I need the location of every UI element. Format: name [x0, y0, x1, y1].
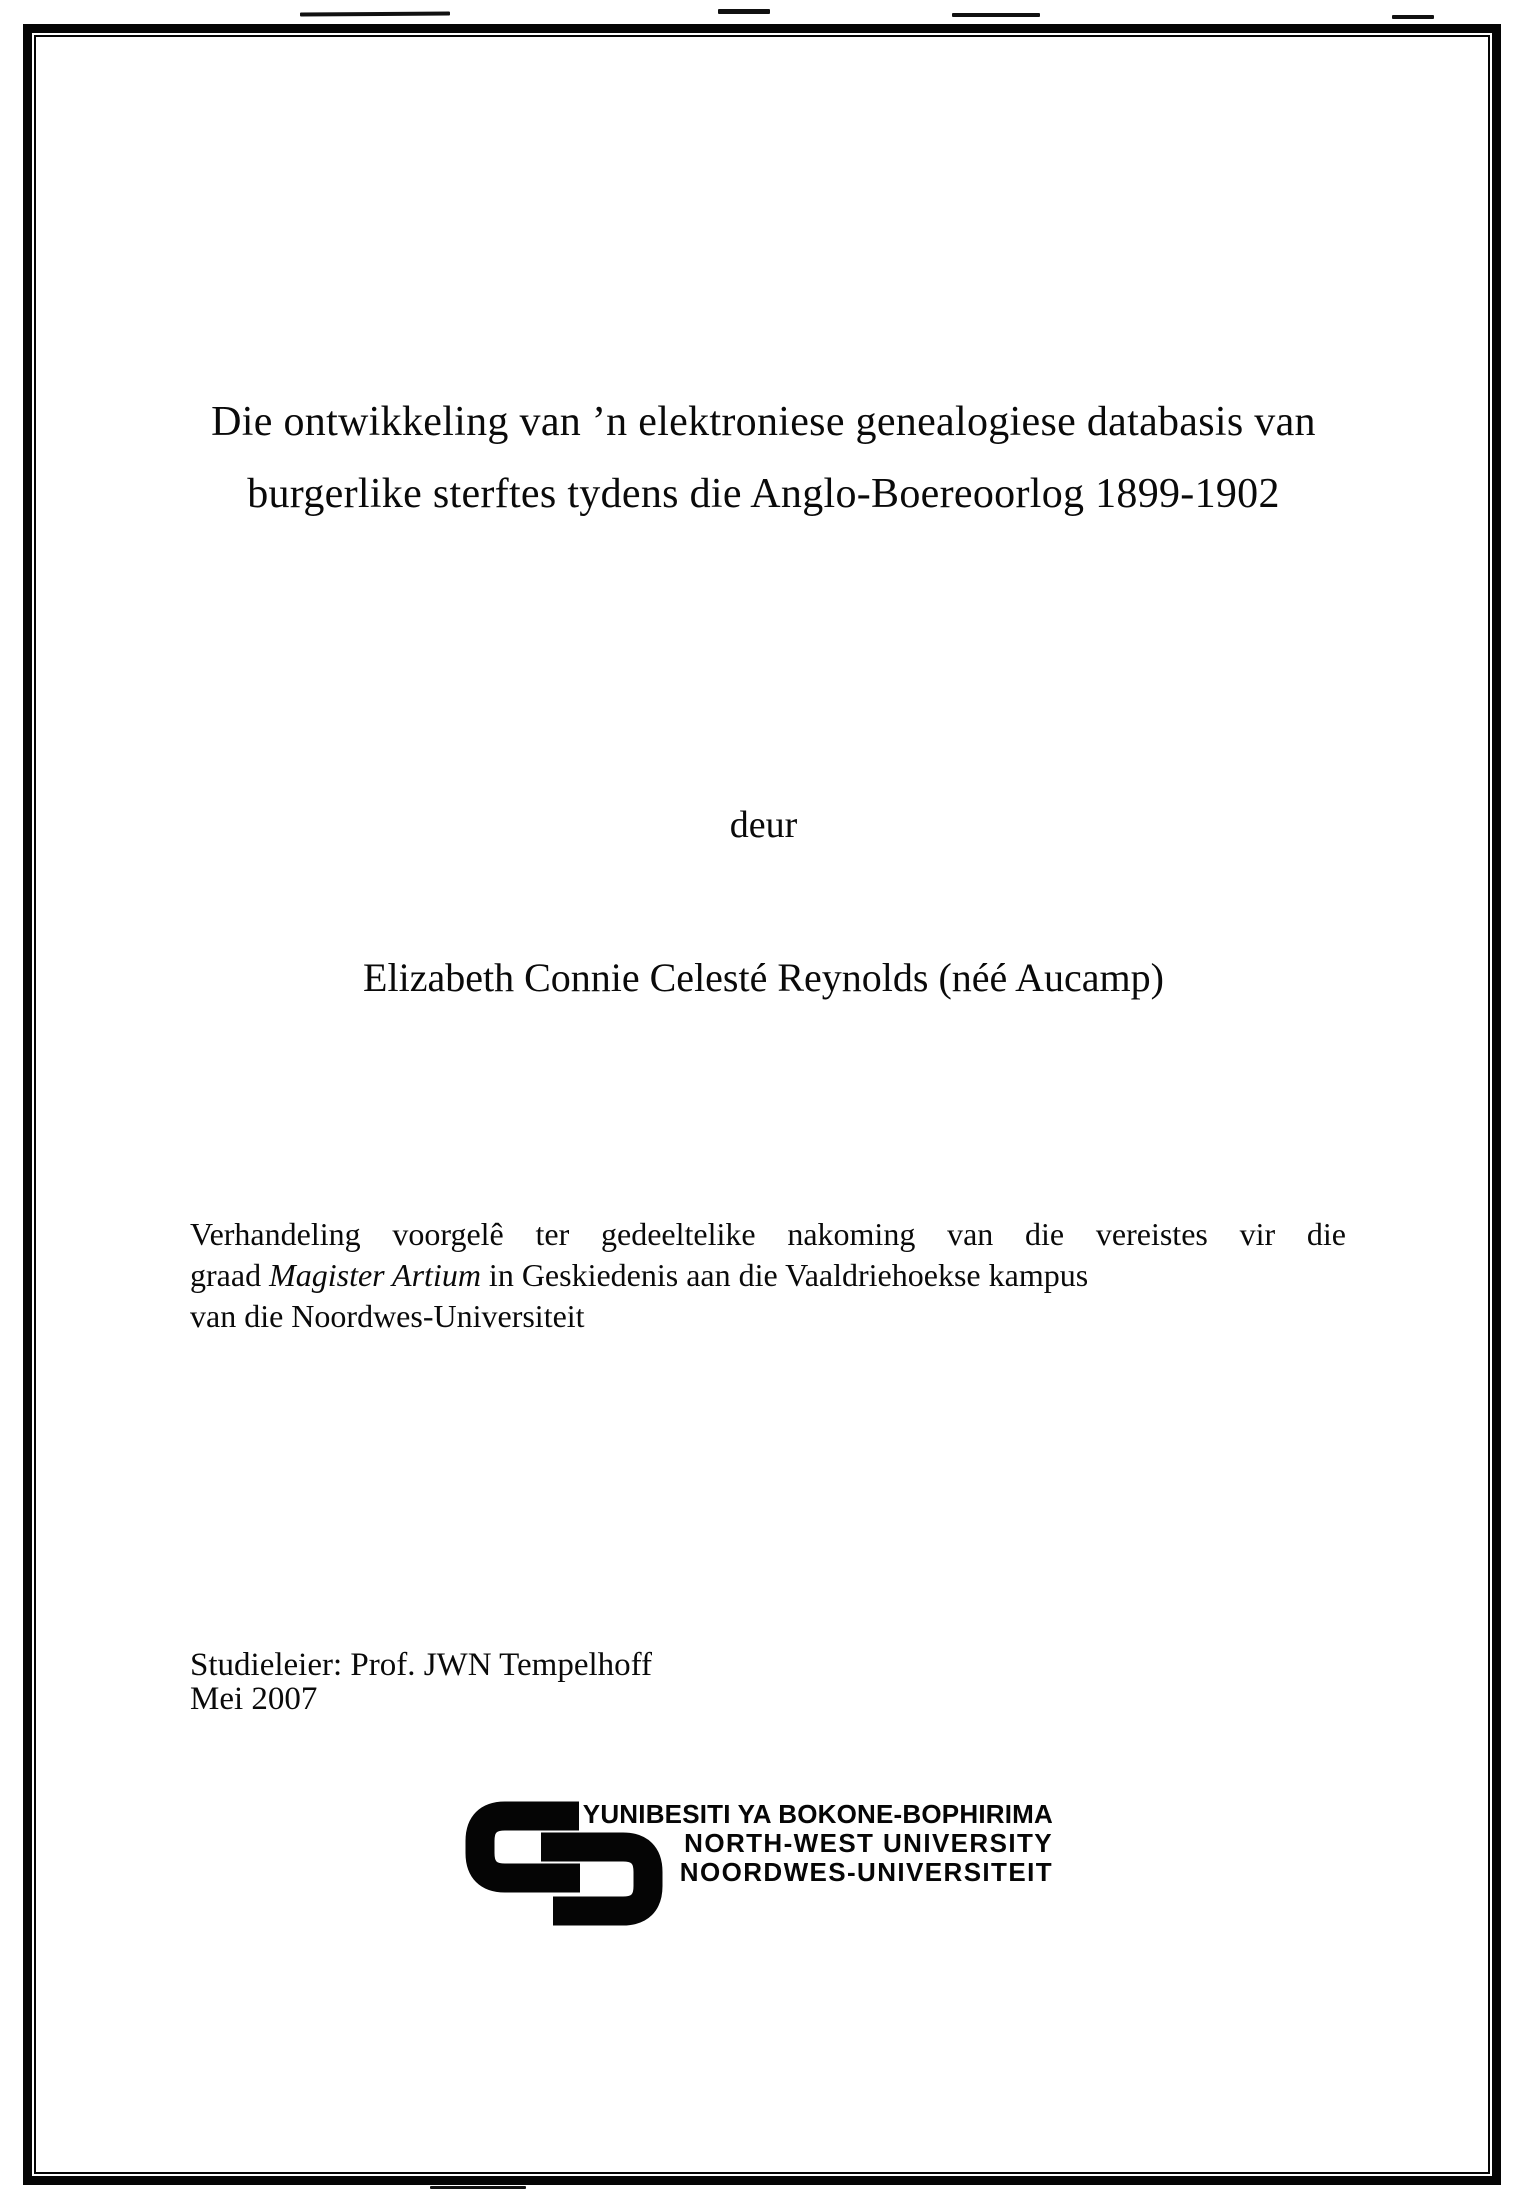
- scan-artifact: [952, 13, 1040, 17]
- university-name-setswana: YUNIBESITI YA BOKONE-BOPHIRIMA: [582, 1799, 1053, 1829]
- scan-artifact: [430, 2186, 526, 2189]
- byline-label: deur: [729, 804, 798, 846]
- document-title-line1: Die ontwikkeling van ’n elektroniese genealogiese databasis van: [211, 399, 1316, 445]
- document-title: [60, 386, 1467, 530]
- date-line: Mei 2007: [190, 1681, 318, 1717]
- supervisor-line: Studieleier: Prof. JWN Tempelhoff: [190, 1647, 653, 1683]
- thesis-statement: [190, 1214, 1346, 1337]
- university-name-english: NORTH-WEST UNIVERSITY: [684, 1828, 1053, 1858]
- supervisor-block: [190, 1648, 652, 1716]
- university-logo-text: [583, 1800, 1053, 1887]
- thesis-statement-line2: graad Magister Artium in Geskiedenis aan die Vaaldriehoekse kampus: [190, 1257, 1089, 1293]
- degree-name-italic: Magister Artium: [269, 1257, 481, 1293]
- thesis-statement-line1: Verhandeling voorgelê ter gedeeltelike nakoming van die vereistes vir die: [190, 1216, 1346, 1252]
- scan-artifact: [718, 9, 770, 14]
- scan-artifact: [1392, 15, 1434, 19]
- university-name-afrikaans: NOORDWES-UNIVERSITEIT: [679, 1857, 1053, 1887]
- scan-artifact: [300, 11, 450, 16]
- author-name: Elizabeth Connie Celesté Reynolds (néé Aucamp): [363, 955, 1164, 1000]
- document-title-line2: burgerlike sterftes tydens die Anglo-Boereoorlog 1899-1902: [247, 471, 1280, 517]
- thesis-statement-line3: van die Noordwes-Universiteit: [190, 1298, 585, 1334]
